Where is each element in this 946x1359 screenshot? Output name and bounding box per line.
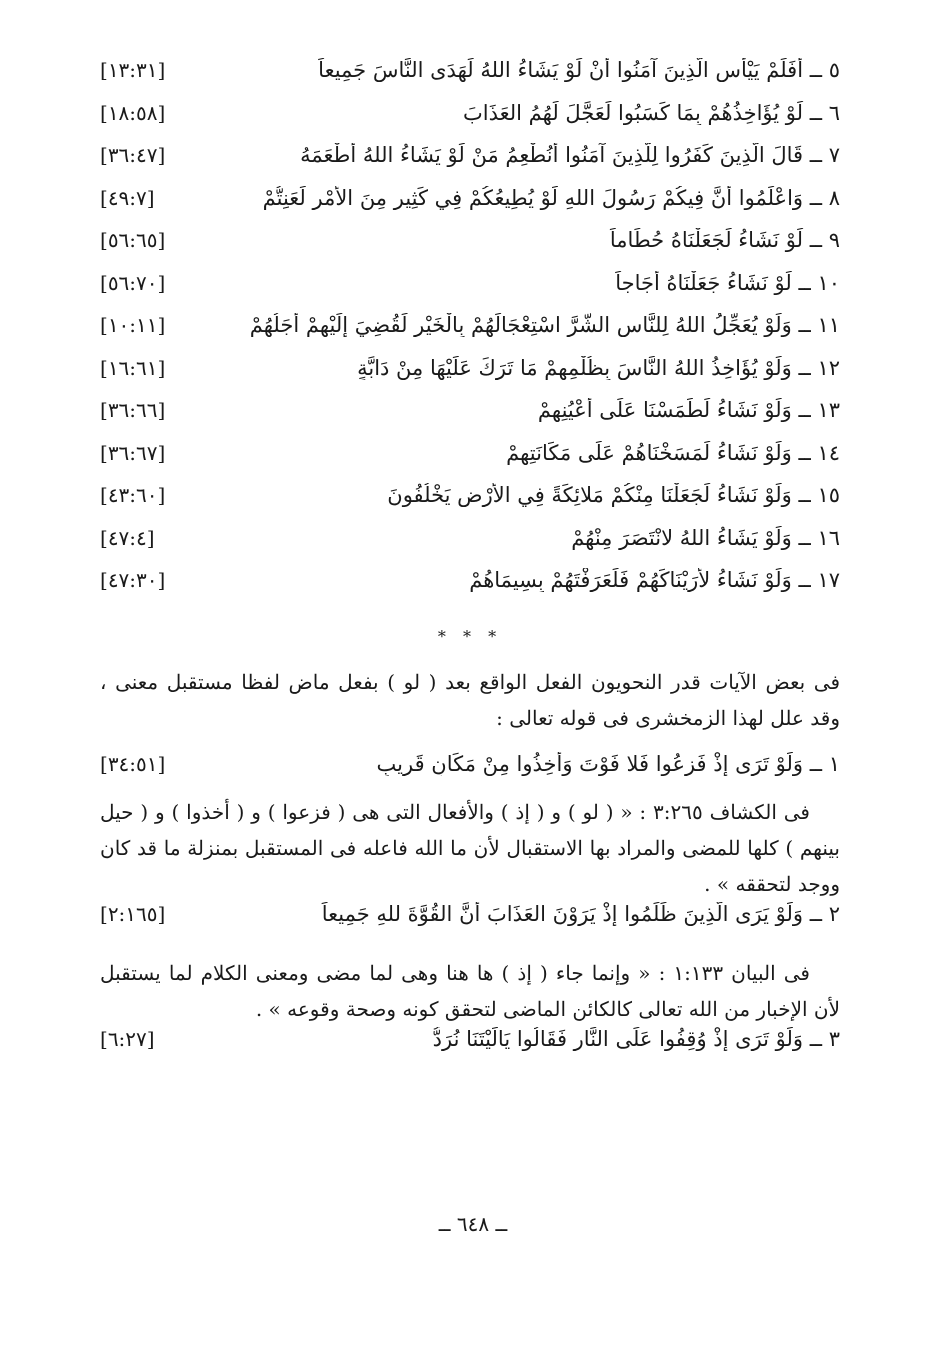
verse-reference: [٤٧:٤] bbox=[100, 525, 155, 550]
verse-text: ١٢ ــ وَلَوْ يُؤَاخِذُ اللهُ النَّاسَ بِظُلْمِهِمْ مَا تَرَكَ عَلَيْهَا مِنْ دَابَّةٍ bbox=[357, 355, 840, 380]
verse-reference: [٣٦:٦٧] bbox=[100, 440, 166, 465]
verse-reference: [٣٦:٤٧] bbox=[100, 143, 166, 167]
bayan-quote-paragraph: فى البيان ١:١٣٣ : « وإنما جاء ( إذ ) ها هنا وهى لما مضى ومعنى الكلام لما يستقبل لأن الإخبار من الله تعالى كالكائن الماضى لتحقق كونه وصحة وقوعه » . bbox=[100, 960, 840, 1021]
verse-text: ١٤ ــ وَلَوْ نَشَاءُ لَمَسَخْنَاهُمْ عَلَى مَكَانَتِهِمْ bbox=[506, 440, 840, 465]
verse-line bbox=[100, 356, 840, 399]
verse-reference: [٤٩:٧] bbox=[100, 185, 155, 210]
verse-text: ٦ ــ لَوْ يُؤَاخِذُهُمْ بِمَا كَسَبُوا لَعَجَّلَ لَهُمُ العَذَابَ bbox=[463, 100, 840, 125]
verse-line bbox=[100, 228, 840, 271]
verse-text: ١٧ ــ وَلَوْ نَشَاءُ لأَرَيْنَاكَهُمْ فَلَعَرَفْتَهُمْ بِسِيمَاهُمْ bbox=[469, 568, 840, 592]
verse-line bbox=[100, 483, 840, 526]
verse-text: ١٦ ــ وَلَوْ يَشَاءُ اللهُ لانْتَصَرَ مِنْهُمْ bbox=[571, 525, 840, 550]
verse-reference: [٥٦:٦٥] bbox=[100, 228, 166, 252]
verse-text: ١ ــ وَلَوْ تَرَى إِذْ فَزِعُوا فَلا فَوْتَ وَأُخِذُوا مِنْ مَكَانٍ قَرِيبٍ bbox=[376, 751, 840, 776]
verse-reference: [٤٣:٦٠] bbox=[100, 483, 166, 507]
verse-text: ٩ ــ لَوْ نَشَاءُ لَجَعَلْنَاهُ حُطَاماً bbox=[609, 228, 840, 252]
verse-text: ٣ ــ وَلَوْ تَرَى إِذْ وُقِفُوا عَلَى النَّارِ فَقَالُوا يَالَيْتَنَا نُرَدُّ bbox=[432, 1026, 840, 1051]
verse-reference: [١٠:١١] bbox=[100, 313, 166, 337]
verse-line bbox=[100, 568, 840, 611]
verse-text: ٥ ــ أَفَلَمْ يَيْأَسِ الَّذِينَ آمَنُوا أَنْ لَوْ يَشَاءُ اللهُ لَهَدَى النَّاسَ جَمِيعاً bbox=[318, 58, 840, 82]
verse-line bbox=[100, 143, 840, 186]
verse-reference: [١٦:٦١] bbox=[100, 355, 166, 380]
verse-line bbox=[100, 1027, 840, 1070]
verse-reference: [٢:١٦٥] bbox=[100, 902, 166, 926]
verse-text: ١٠ ــ لَوْ نَشَاءُ جَعَلْنَاهُ أُجَاجاً bbox=[615, 270, 840, 295]
verse-text: ١٥ ــ وَلَوْ نَشَاءُ لَجَعَلْنَا مِنْكُمْ مَلائِكَةً فِي الأَرْضِ يَخْلُفُونَ bbox=[387, 483, 840, 507]
verse-line bbox=[100, 101, 840, 144]
verse-text: ٨ ــ وَاعْلَمُوا أَنَّ فِيكُمْ رَسُولَ اللهِ لَوْ يُطِيعُكُمْ فِي كَثِيرٍ مِنَ الأَمْرِ لَعَنِتُّمْ bbox=[262, 185, 840, 210]
verse-reference: [١٨:٥٨] bbox=[100, 100, 166, 125]
verse-line bbox=[100, 58, 840, 101]
verse-text: ١١ ــ وَلَوْ يُعَجِّلُ اللهُ لِلنَّاسِ الشَّرَّ اسْتِعْجَالَهُمْ بِالْخَيْرِ لَقُضِيَ إِلَيْهِمْ أَجَلُهُمْ bbox=[249, 313, 840, 337]
verse-line bbox=[100, 526, 840, 569]
verse-list-top bbox=[100, 58, 840, 611]
verse-line bbox=[100, 441, 840, 484]
verse-text: ٧ ــ قَالَ الَّذِينَ كَفَرُوا لِلَّذِينَ آمَنُوا أَنُطْعِمُ مَنْ لَوْ يَشَاءُ اللهُ أَطْعَمَهُ bbox=[300, 143, 840, 167]
verse-reference: [٣٦:٦٦] bbox=[100, 398, 166, 422]
page-number: ــ ٦٤٨ ــ bbox=[438, 1212, 508, 1236]
verse-reference: [١٣:٣١] bbox=[100, 58, 166, 82]
verse-reference: [٣٤:٥١] bbox=[100, 751, 166, 776]
verse-line bbox=[100, 398, 840, 441]
kashshaf-quote-paragraph: فى الكشاف ٣:٢٦٥ : « ( لو ) و ( إذ ) والأفعال التى هى ( فزعوا ) و ( أخذوا ) و ( حيل بينهم ) كلها للمضى والمراد بها الاستقبال لأن ما الله فاعله فى المستقبل بمنزلة ما قد كان ووجد لتحققه » . bbox=[100, 800, 840, 896]
verse-reference: [٥٦:٧٠] bbox=[100, 270, 166, 295]
section-separator: * * * bbox=[437, 626, 503, 646]
verse-reference: [٤٧:٣٠] bbox=[100, 568, 166, 592]
intro-paragraph: فى بعض الآيات قدر النحويون الفعل الواقع بعد ( لو ) بفعل ماض لفظا مستقبل معنى ، وقد علل لهذا الزمخشرى فى قوله تعالى : bbox=[100, 669, 840, 730]
verse-text: ١٣ ــ وَلَوْ نَشَاءُ لَطَمَسْنَا عَلَى أَعْيُنِهِمْ bbox=[537, 398, 840, 422]
verse-line bbox=[100, 313, 840, 356]
verse-line bbox=[100, 271, 840, 314]
page-body bbox=[100, 58, 840, 1069]
verse-line bbox=[100, 902, 840, 945]
verse-text: ٢ ــ وَلَوْ يَرَى الَّذِينَ ظَلَمُوا إِذْ يَرَوْنَ العَذَابَ أَنَّ القُوَّةَ للهِ جَمِيعاً bbox=[321, 902, 840, 926]
verse-line bbox=[100, 752, 840, 795]
verse-line bbox=[100, 186, 840, 229]
verse-reference: [٦:٢٧] bbox=[100, 1026, 155, 1051]
